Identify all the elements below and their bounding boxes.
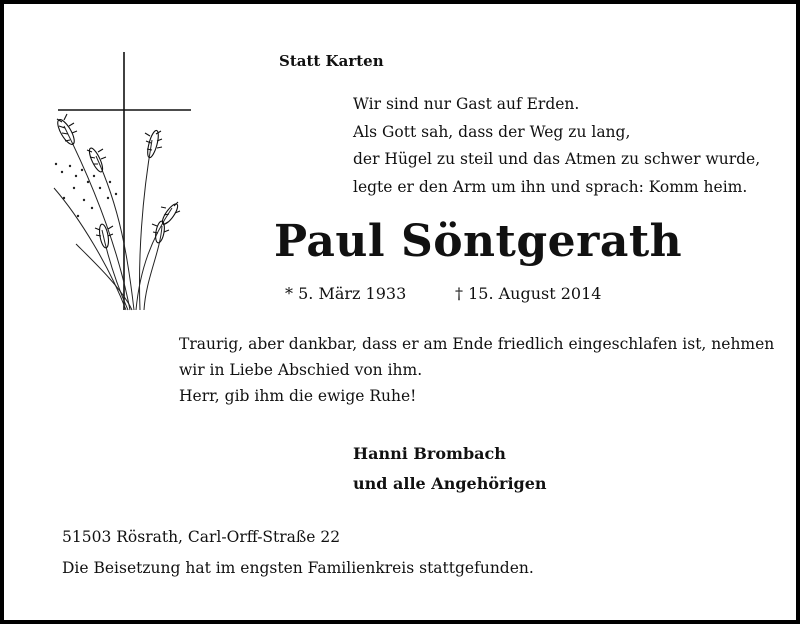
family-address: 51503 Rösrath, Carl-Orff-Straße 22 [62, 528, 341, 546]
body-line: wir in Liebe Abschied von ihm. [179, 361, 423, 379]
body-line: Herr, gib ihm die ewige Ruhe! [179, 387, 417, 405]
poem-line: legte er den Arm um ihn und sprach: Komm heim. [353, 177, 748, 196]
body-line: Traurig, aber dankbar, dass er am Ende friedlich eingeschlafen ist, nehmen [179, 335, 775, 353]
poem-line: Wir sind nur Gast auf Erden. [353, 95, 580, 113]
cross-with-wheat-icon [50, 48, 200, 314]
signatory-line: Hanni Brombach [353, 444, 506, 463]
deceased-name: Paul Söntgerath [274, 216, 683, 267]
notice-body [179, 331, 774, 409]
poem-verse [353, 91, 760, 201]
burial-note: Die Beisetzung hat im engsten Familienkreis stattgefunden. [62, 559, 534, 577]
poem-line: der Hügel zu steil und das Atmen zu schwer wurde, [353, 150, 761, 168]
signatories [353, 439, 547, 499]
birth-date: * 5. März 1933 [285, 284, 407, 303]
notice-heading: Statt Karten [279, 52, 384, 70]
signatory-line: und alle Angehörigen [353, 474, 547, 493]
death-date: † 15. August 2014 [455, 284, 602, 303]
poem-line: Als Gott sah, dass der Weg zu lang, [353, 122, 631, 141]
